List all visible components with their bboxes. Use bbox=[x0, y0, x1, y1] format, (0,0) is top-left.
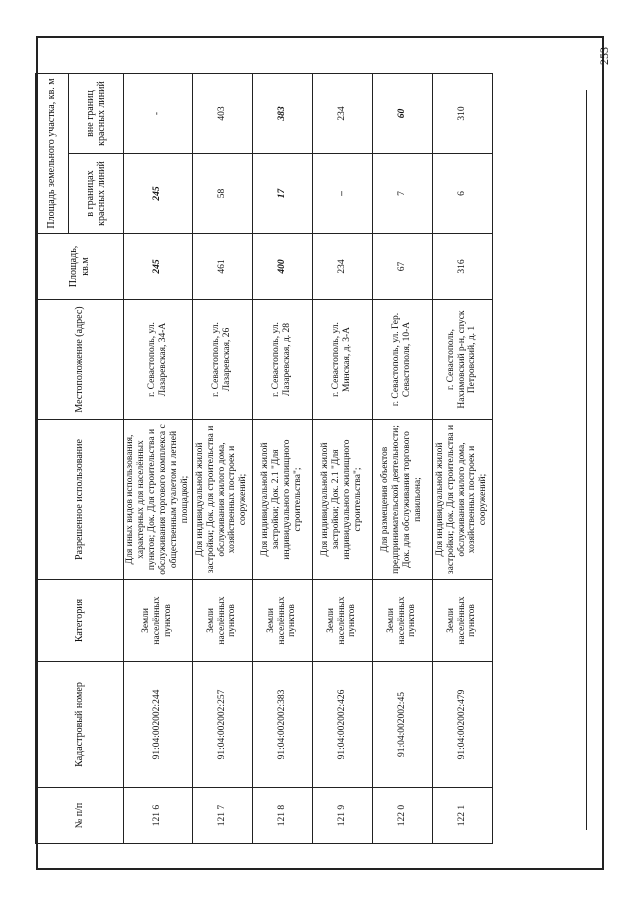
cell-area: 316 bbox=[432, 234, 492, 300]
cell-cadastral: 91:04:002002:426 bbox=[312, 662, 372, 788]
cell-within: – bbox=[312, 154, 372, 234]
cell-usage: Для индивидуальной жилой застройки; Док. для строительства и обслуживания жилого дома, хозяйственных построек и сооружений; bbox=[192, 420, 252, 580]
header-within: в границах красных линий bbox=[69, 154, 124, 234]
header-cadastral: Кадастровый номер bbox=[36, 662, 124, 788]
cell-outside: 60 bbox=[372, 74, 432, 154]
cell-category: Земли населённых пунктов bbox=[372, 580, 432, 662]
header-outside: вне границ красных линий bbox=[69, 74, 124, 154]
cell-category: Земли населённых пунктов bbox=[124, 580, 193, 662]
cell-cadastral: 91:04:002002:257 bbox=[192, 662, 252, 788]
land-plots-table bbox=[35, 73, 493, 844]
table-row bbox=[432, 74, 492, 844]
cell-within: 58 bbox=[192, 154, 252, 234]
cell-usage: Для индивидуальной жилой застройки; Док. 2.1 "Для индивидуального жилищного строительства"; bbox=[252, 420, 312, 580]
cell-location: г. Севастополь, ул. Лазаревская, д. 28 bbox=[252, 300, 312, 420]
cell-usage: Для индивидуальной жилой застройки; Док. 2.1 "Для индивидуального жилищного строительства"; bbox=[312, 420, 372, 580]
cell-area: 461 bbox=[192, 234, 252, 300]
cell-category: Земли населённых пунктов bbox=[192, 580, 252, 662]
cell-location: г. Севастополь, ул. Лазаревская, 26 bbox=[192, 300, 252, 420]
header-category: Категория bbox=[36, 580, 124, 662]
rotated-table-wrapper bbox=[35, 74, 489, 844]
cell-cadastral: 91:04:002002:244 bbox=[124, 662, 193, 788]
cell-outside: - bbox=[124, 74, 193, 154]
cell-area: 67 bbox=[372, 234, 432, 300]
cell-num: 122 0 bbox=[372, 788, 432, 844]
header-location: Местоположение (адрес) bbox=[36, 300, 124, 420]
cell-usage: Для размещения объектов предпринимательской деятельности; Док. для обслуживания торгового павильона; bbox=[372, 420, 432, 580]
cell-within: 245 bbox=[124, 154, 193, 234]
cell-outside: 403 bbox=[192, 74, 252, 154]
header-land-area: Площадь земельного участка, кв. м bbox=[36, 74, 69, 234]
cell-num: 121 9 bbox=[312, 788, 372, 844]
cell-category: Земли населённых пунктов bbox=[312, 580, 372, 662]
cell-area: 234 bbox=[312, 234, 372, 300]
table-row bbox=[252, 74, 312, 844]
table-row bbox=[312, 74, 372, 844]
cell-cadastral: 91:04:002002:45 bbox=[372, 662, 432, 788]
header-usage: Разрешенное использование bbox=[36, 420, 124, 580]
cell-num: 121 7 bbox=[192, 788, 252, 844]
header-area: Площадь, кв.м bbox=[36, 234, 124, 300]
cell-within: 6 bbox=[432, 154, 492, 234]
header-num: № п/п bbox=[36, 788, 124, 844]
cell-cadastral: 91:04:002002:479 bbox=[432, 662, 492, 788]
table-row bbox=[192, 74, 252, 844]
cell-num: 121 8 bbox=[252, 788, 312, 844]
cell-location: г. Севастополь, ул. Минская, д. 3-А bbox=[312, 300, 372, 420]
cell-outside: 310 bbox=[432, 74, 492, 154]
cell-num: 122 1 bbox=[432, 788, 492, 844]
header-row-1 bbox=[36, 74, 69, 844]
cell-area: 245 bbox=[124, 234, 193, 300]
page-number: 253 bbox=[597, 47, 611, 65]
cell-location: г. Севастополь, ул. Гер. Севастополя, 10-А bbox=[372, 300, 432, 420]
cell-num: 121 6 bbox=[124, 788, 193, 844]
table-row bbox=[124, 74, 193, 844]
footer-rule bbox=[586, 90, 587, 830]
cell-category: Земли населённых пунктов bbox=[252, 580, 312, 662]
cell-usage: Для иных видов использования, характерных для населённых пунктов; Док. Для строительства и обслуживания торгового комплекса с общественным туалетом и летней площадкой; bbox=[124, 420, 193, 580]
cell-usage: Для индивидуальной жилой застройки; Док. Для строительства и обслуживания жилого дома, хозяйственных построек и сооружений; bbox=[432, 420, 492, 580]
cell-category: Земли населённых пунктов bbox=[432, 580, 492, 662]
cell-within: 7 bbox=[372, 154, 432, 234]
table-row bbox=[372, 74, 432, 844]
cell-cadastral: 91:04:002002:383 bbox=[252, 662, 312, 788]
cell-location: г. Севастополь, ул. Лазаревская, 34-А bbox=[124, 300, 193, 420]
cell-area: 400 bbox=[252, 234, 312, 300]
cell-within: 17 bbox=[252, 154, 312, 234]
cell-location: г. Севастополь, Нахимовский р-н, спуск Петровский, д. 1 bbox=[432, 300, 492, 420]
cell-outside: 383 bbox=[252, 74, 312, 154]
cell-outside: 234 bbox=[312, 74, 372, 154]
